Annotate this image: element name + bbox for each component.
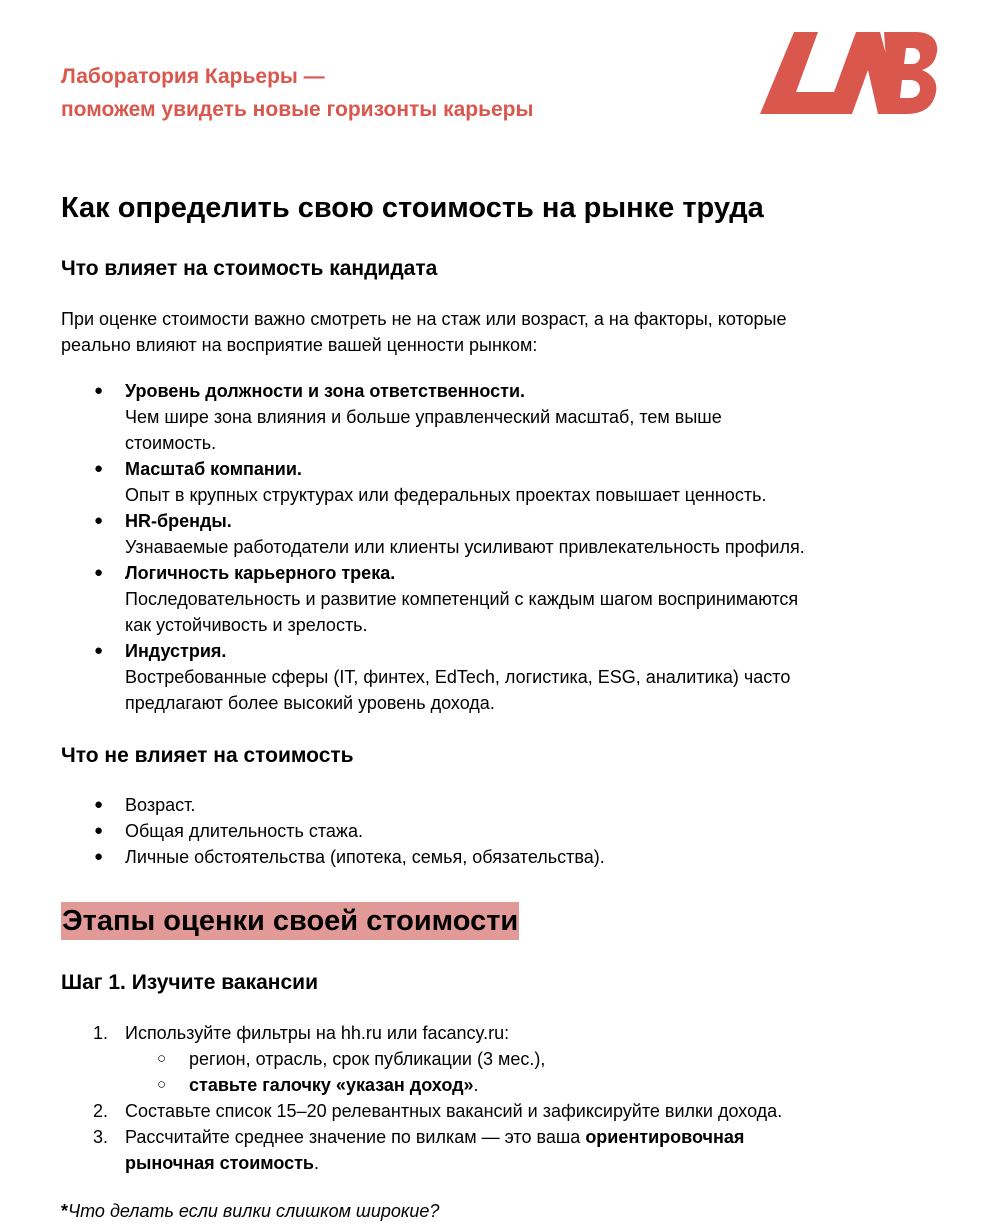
tagline-line-2: поможем увидеть новые горизонты карьеры [61, 98, 534, 121]
list-item-title: Масштаб компании. [125, 459, 302, 479]
non-factors-list [61, 792, 941, 870]
list-item-text: Возраст. [125, 795, 196, 815]
footnote-text: Что делать если вилки слишком широкие? [68, 1201, 440, 1221]
step-1-list-continued [61, 1098, 941, 1176]
list-item-text: Используйте фильтры на hh.ru или facancy.ru: [125, 1023, 510, 1043]
list-item [61, 1124, 941, 1176]
circle-bullet-icon: ○ [157, 1050, 167, 1067]
footnote [61, 1198, 439, 1224]
filter-sublist [61, 1046, 941, 1098]
page-title: Как определить свою стоимость на рынке труда [61, 192, 764, 224]
factors-list [61, 378, 941, 716]
lab-logo [756, 30, 940, 116]
intro-line-2: реально влияют на восприятие вашей ценности рынком: [61, 335, 538, 355]
list-item-text: предлагают более высокий уровень дохода. [125, 693, 495, 713]
list-item-text: Личные обстоятельства (ипотека, семья, обязательства). [125, 847, 605, 867]
list-item-text: Востребованные сферы (IT, финтех, EdTech, логистика, ESG, аналитика) часто [125, 667, 791, 687]
list-item [61, 456, 941, 508]
list-number: 3. [93, 1127, 109, 1147]
footnote-star: * [61, 1201, 69, 1221]
highlighted-section-heading: Этапы оценки своей стоимости [61, 902, 519, 940]
list-item-tail: . [314, 1153, 320, 1173]
tagline [61, 60, 533, 126]
list-item-text: Составьте список 15–20 релевантных вакансий и зафиксируйте вилки дохода. [125, 1101, 783, 1121]
step-1-heading: Шаг 1. Изучите вакансии [61, 971, 318, 994]
list-item-text: Рассчитайте среднее значение по вилкам — это ваша [125, 1127, 586, 1147]
bullet-icon: ● [94, 796, 104, 813]
list-item-title: Уровень должности и зона ответственности. [125, 381, 526, 401]
bullet-icon: ● [94, 848, 104, 865]
section-heading-factors: Что влияет на стоимость кандидата [61, 257, 438, 280]
list-item [61, 1020, 941, 1046]
sub-list-item-tail: . [473, 1075, 479, 1095]
intro-line-1: При оценке стоимости важно смотреть не на стаж или возраст, а на факторы, которые [61, 309, 787, 329]
list-item [61, 508, 941, 560]
sub-list-item-bold: ставьте галочку «указан доход» [189, 1075, 474, 1095]
bullet-icon: ● [94, 512, 104, 529]
list-item-title: Индустрия. [125, 641, 227, 661]
list-item-bold: ориентировочная [585, 1127, 745, 1147]
list-item-text: Чем шире зона влияния и больше управленческий масштаб, тем выше [125, 407, 722, 427]
sub-list-item [61, 1046, 941, 1072]
list-item-title: Логичность карьерного трека. [125, 563, 396, 583]
step-1-list [61, 1020, 941, 1046]
list-item [61, 378, 941, 456]
list-number: 1. [93, 1023, 109, 1043]
bullet-icon: ● [94, 460, 104, 477]
sub-list-item [61, 1072, 941, 1098]
tagline-line-1: Лаборатория Карьеры — [61, 65, 325, 88]
list-item [61, 1098, 941, 1124]
list-item-text: Общая длительность стажа. [125, 821, 363, 841]
list-item [61, 638, 941, 716]
list-item [61, 792, 941, 818]
bullet-icon: ● [94, 382, 104, 399]
section-heading-non-factors: Что не влияет на стоимость [61, 744, 354, 767]
list-item-text: Последовательность и развитие компетенций с каждым шагом воспринимаются [125, 589, 799, 609]
list-item [61, 818, 941, 844]
sub-list-item-text: регион, отрасль, срок публикации (3 мес.), [189, 1049, 546, 1069]
list-item-text: как устойчивость и зрелость. [125, 615, 368, 635]
bullet-icon: ● [94, 822, 104, 839]
list-item-text: Узнаваемые работодатели или клиенты усиливают привлекательность профиля. [125, 537, 805, 557]
list-number: 2. [93, 1101, 109, 1121]
list-item-title: HR-бренды. [125, 511, 232, 531]
circle-bullet-icon: ○ [157, 1076, 167, 1093]
bullet-icon: ● [94, 642, 104, 659]
list-item-text: стоимость. [125, 433, 217, 453]
list-item [61, 844, 941, 870]
intro-paragraph [61, 306, 786, 358]
list-item [61, 560, 941, 638]
list-item-bold: рыночная стоимость [125, 1153, 314, 1173]
list-item-text: Опыт в крупных структурах или федеральных проектах повышает ценность. [125, 485, 767, 505]
bullet-icon: ● [94, 564, 104, 581]
